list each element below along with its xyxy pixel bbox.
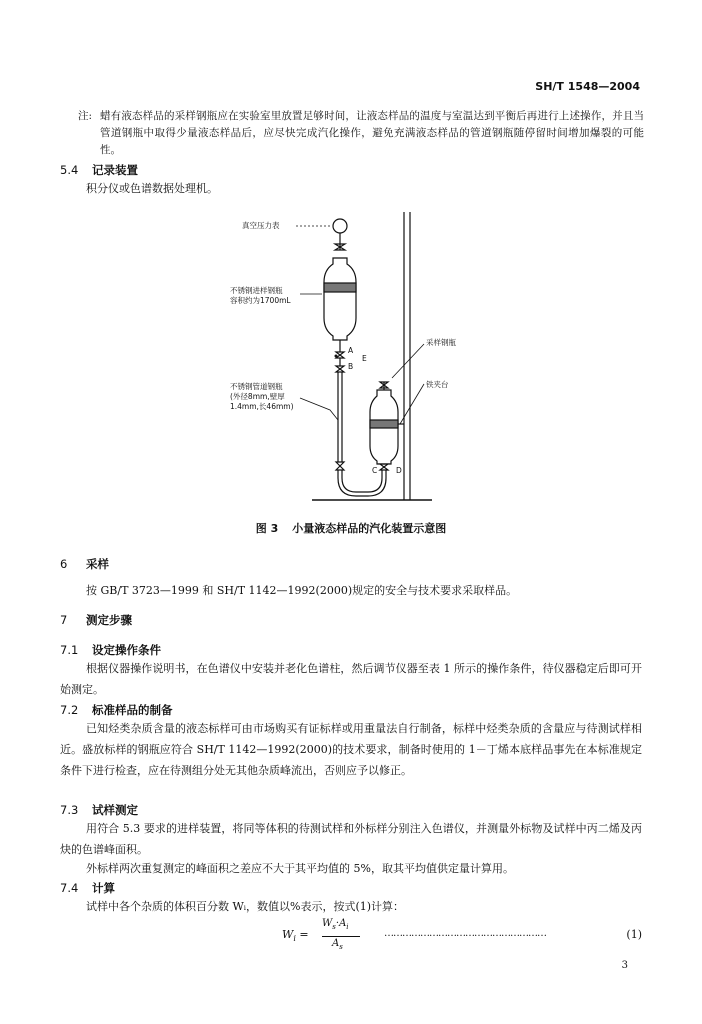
section-title: 设定操作条件 — [92, 643, 161, 657]
section-title: 计算 — [92, 881, 115, 895]
formula-fraction-bar — [322, 936, 360, 937]
section-title: 记录装置 — [92, 163, 138, 177]
section-7-heading — [60, 612, 132, 628]
page-number: 3 — [621, 960, 628, 971]
formula-numer-dot: · — [335, 918, 340, 929]
section-7-2-heading — [60, 702, 173, 718]
section-7-1-heading — [60, 642, 161, 658]
valve-d-label: D — [396, 466, 402, 475]
formula-denominator — [332, 938, 343, 951]
formula-numer-symbol: W — [322, 918, 333, 929]
valve-c-label: C — [372, 466, 378, 475]
section-number: 7.4 — [60, 881, 79, 895]
leader-sampling — [392, 344, 424, 378]
formula-lhs — [282, 928, 309, 943]
section-7-3-heading — [60, 802, 138, 818]
section-6-heading — [60, 556, 109, 572]
section-number: 5.4 — [60, 163, 79, 177]
formula-denom-sub: s — [339, 943, 343, 951]
formula-number: (1) — [626, 928, 642, 941]
tube-cylinder-label: 不锈钢管道钢瓶 (外径8mm,壁厚 1.4mm,长46mm) — [230, 382, 294, 411]
valve-c-icon — [380, 464, 388, 470]
section-7-3-text-1: 用符合 5.3 要求的进样装置，将同等体积的待测试样和外标样分别注入色谱仪，并测量外标物及试样中丙二烯及丙炔的色谱峰面积。 — [60, 822, 642, 856]
valve-b-icon — [336, 366, 344, 372]
valve-b-label: B — [348, 362, 354, 371]
section-7-4-heading — [60, 880, 115, 896]
formula-numerator — [322, 918, 349, 931]
section-number: 7.1 — [60, 643, 79, 657]
section-title: 标准样品的制备 — [92, 703, 173, 717]
formula-lhs-symbol: W — [282, 928, 294, 941]
section-title: 采样 — [86, 557, 109, 571]
valve-e-label: E — [362, 354, 367, 363]
note-text: 蜡有液态样品的采样钢瓶应在实验室里放置足够时间，让液态样品的温度与室温达到平衡后再进行上述操作，并且当管道钢瓶中取得少量液态样品后，应尽快完成汽化操作，避免充满液态样品的管道钢瓶随停留时间增加爆裂的可能性。 — [100, 110, 644, 156]
sampling-cylinder-label: 采样钢瓶 — [426, 338, 456, 347]
formula-leader-dots: ……………………………………………… — [384, 928, 546, 939]
iron-clamp-label: 铁夹台 — [426, 380, 449, 389]
note-label: 注: — [78, 110, 93, 122]
formula-numer2-sub: i — [346, 923, 349, 931]
figure-caption-number: 图 3 — [255, 522, 279, 535]
vacuum-gauge-icon — [333, 219, 347, 233]
section-7-3-text-2: 外标样两次重复测定的峰面积之差应不大于其平均值的 5%，取其平均值供定量计算用。 — [86, 862, 514, 875]
formula-denom-symbol: A — [332, 938, 340, 949]
sampling-cylinder-clamp — [370, 420, 398, 428]
section-title: 测定步骤 — [86, 613, 132, 627]
section-number: 7.3 — [60, 803, 79, 817]
vacuum-gauge-label: 真空压力表 — [242, 221, 280, 230]
valve-a-label: A — [348, 346, 354, 355]
section-number: 7.2 — [60, 703, 79, 717]
standard-number: SH/T 1548—2004 — [535, 80, 640, 93]
section-7-2-text: 已知烃类杂质含量的液态标样可由市场购买有证标样或用重量法自行制备，标样中烃类杂质的含量应与待测试样相近。盛放标样的钢瓶应符合 SH/T 1142—1992(2000)的技术要求，制备时使用的 1－丁烯本底样品事先在本标准规定条件下进行检查，应在待测组分处无其他杂质峰流出，否则应予以修正。 — [60, 722, 642, 777]
section-6-text: 按 GB/T 3723—1999 和 SH/T 1142—1992(2000)规定的安全与技术要求采取样品。 — [86, 584, 518, 597]
section-5-4-text: 积分仪或色谱数据处理机。 — [86, 182, 218, 195]
tube-bottom-valve-icon — [336, 462, 344, 470]
section-number: 7 — [60, 613, 68, 627]
section-7-1-text: 根据仪器操作说明书，在色谱仪中安装并老化色谱柱，然后调节仪器至表 1 所示的操作条件，待仪器稳定后即可开始测定。 — [60, 662, 642, 696]
valve-a-icon — [336, 352, 344, 358]
formula-equals: = — [299, 928, 309, 941]
figure-caption — [0, 520, 702, 536]
formula-numer-sub: s — [332, 923, 336, 931]
inlet-cylinder-label: 不锈钢进样钢瓶 容积约为1700mL — [230, 286, 291, 305]
figure-caption-text: 小量液态样品的汽化装置示意图 — [292, 522, 447, 535]
section-title: 试样测定 — [92, 803, 138, 817]
formula-lhs-sub: i — [293, 934, 296, 944]
formula-1 — [282, 916, 642, 956]
formula-numer2-symbol: A — [339, 918, 347, 929]
section-7-4-text: 试样中各个杂质的体积百分数 Wᵢ，数值以%表示，按式(1)计算： — [86, 900, 405, 913]
section-number: 6 — [60, 557, 68, 571]
inlet-cylinder-clamp — [324, 283, 356, 292]
inlet-cylinder — [324, 258, 356, 340]
